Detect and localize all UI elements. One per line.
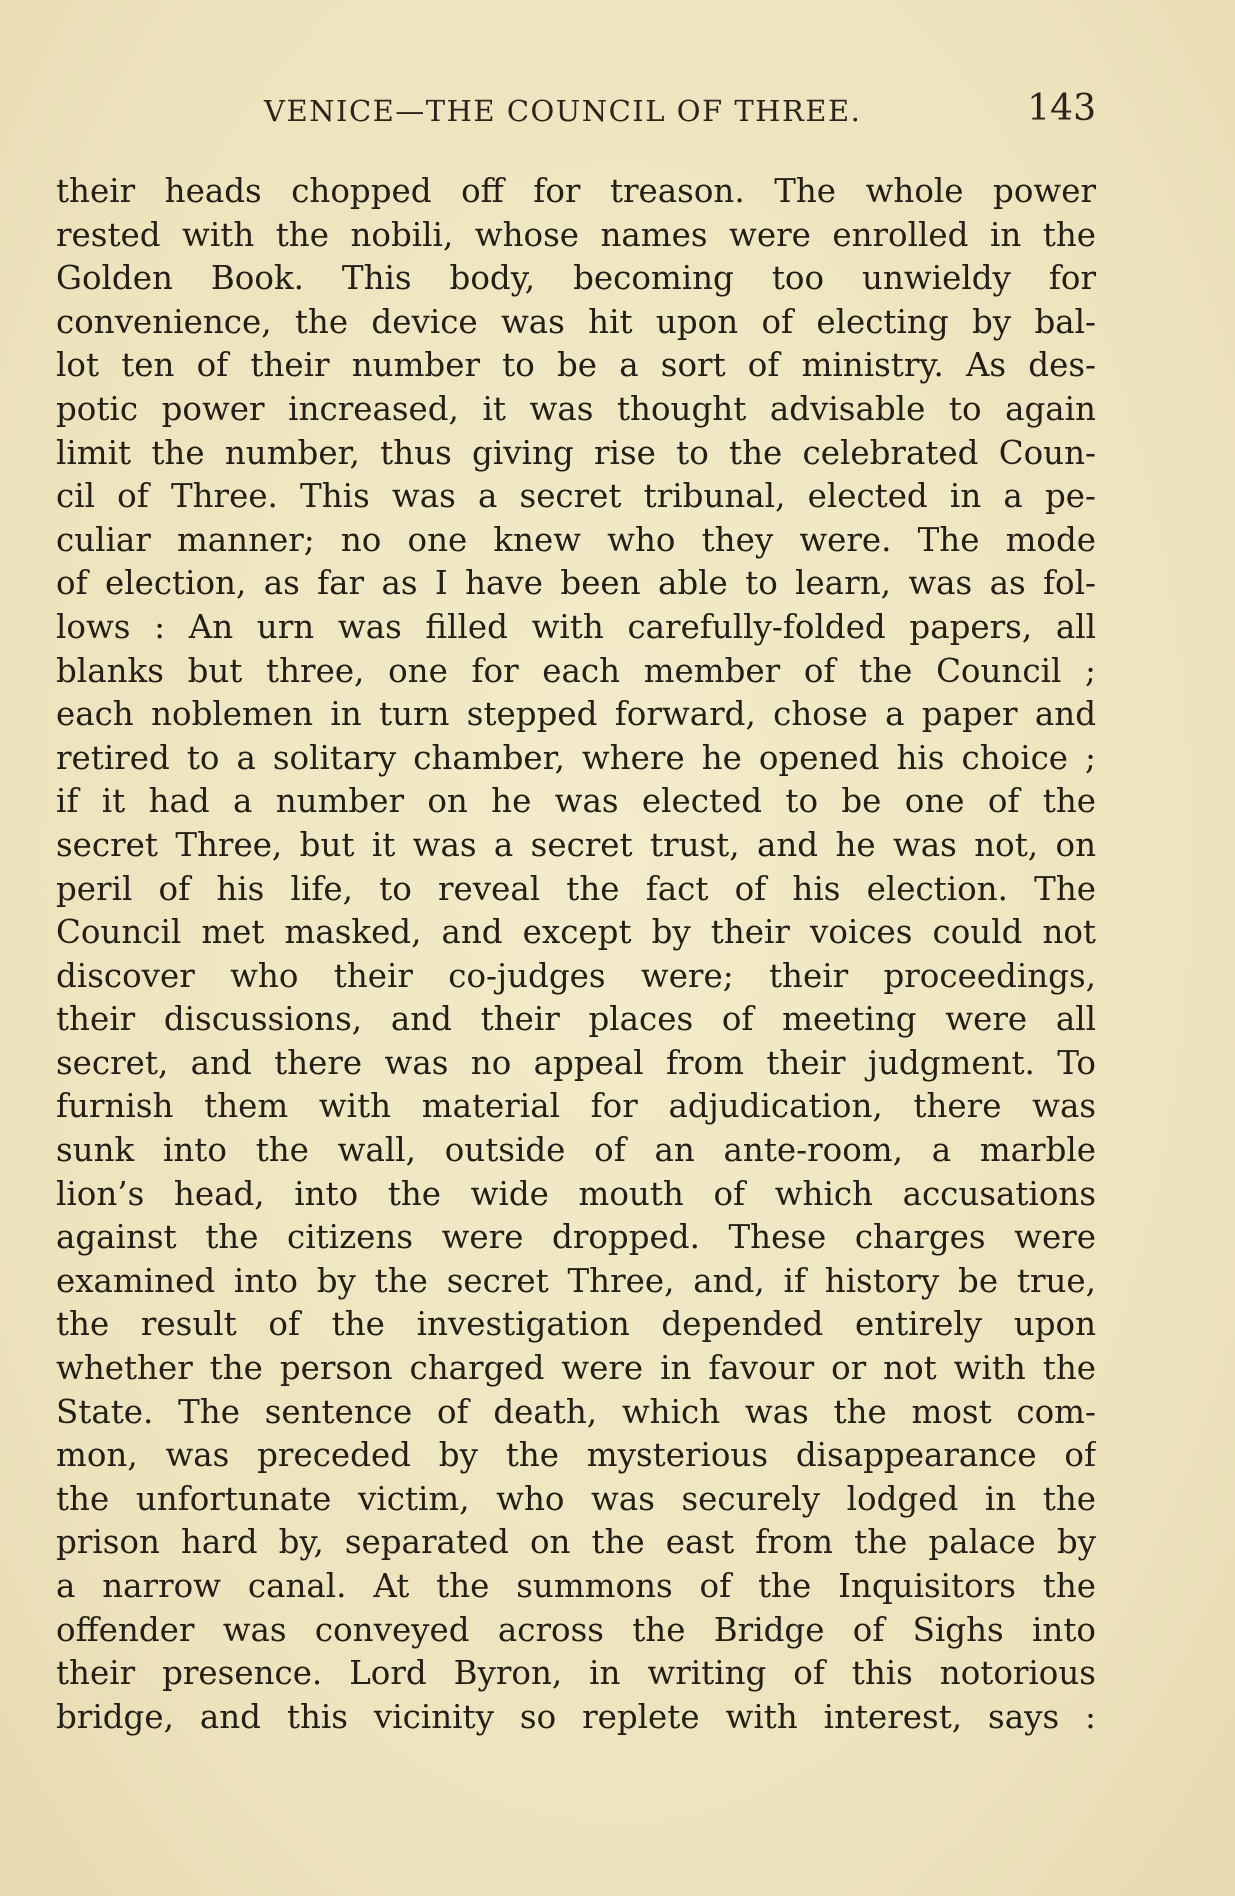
text-line: mon, was preceded by the mysterious disappearance of [56,1436,1096,1475]
text-line: lot ten of their number to be a sort of ministry. As des- [56,346,1096,385]
text-line: sunk into the wall, outside of an ante-room, a marble [56,1131,1096,1170]
text-line: their presence. Lord Byron, in writing of this notorious [56,1654,1096,1693]
text-line: each noblemen in turn stepped forward, chose a paper and [56,695,1096,734]
text-line: retired to a solitary chamber, where he opened his choice ; [56,738,1096,777]
text-line: limit the number, thus giving rise to the celebrated Coun- [56,433,1096,472]
text-line: their heads chopped off for treason. The whole power [56,172,1096,210]
text-line: secret, and there was no appeal from their judgment. To [56,1043,1096,1082]
text-line: the unfortunate victim, who was securely lodged in the [56,1479,1096,1518]
text-line: discover who their co-judges were; their proceedings, [56,956,1096,995]
running-header [56,86,1096,136]
text-line: the result of the investigation depended entirely upon [56,1305,1096,1344]
text-line: peril of his life, to reveal the fact of his election. The [56,869,1096,908]
text-line: secret Three, but it was a secret trust, and he was not, on [56,825,1096,864]
text-line: against the citizens were dropped. These charges were [56,1218,1096,1257]
text-line: examined into by the secret Three, and, if history be true, [56,1261,1096,1300]
text-line: offender was conveyed across the Bridge of Sighs into [56,1610,1096,1649]
text-line: potic power increased, it was thought advisable to again [56,389,1096,428]
body-text [56,170,1096,1739]
text-line: convenience, the device was hit upon of electing by bal- [56,302,1096,341]
text-line: rested with the nobili, whose names were enrolled in the [56,215,1096,254]
text-line: lion’s head, into the wide mouth of which accusations [56,1174,1096,1213]
text-line: cil of Three. This was a secret tribunal, elected in a pe- [56,477,1096,516]
text-line: bridge, and this vicinity so replete with interest, says : [56,1697,1096,1736]
page-number: 143 [1027,88,1096,129]
text-line: lows : An urn was filled with carefully-folded papers, all [56,607,1096,646]
text-line: whether the person charged were in favour or not with the [56,1349,1096,1388]
text-line: furnish them with material for adjudication, there was [56,1087,1096,1126]
text-line: if it had a number on he was elected to be one of the [56,782,1096,821]
text-line: of election, as far as I have been able to learn, was as fol- [56,564,1096,603]
text-line: State. The sentence of death, which was the most com- [56,1392,1096,1431]
text-line: Golden Book. This body, becoming too unwieldy for [56,259,1096,298]
running-title: VENICE—THE COUNCIL OF THREE. [264,94,862,128]
text-line: prison hard by, separated on the east from the palace by [56,1523,1096,1562]
text-line: blanks but three, one for each member of the Council ; [56,651,1096,690]
text-line: their discussions, and their places of meeting were all [56,1000,1096,1039]
text-line: Council met masked, and except by their voices could not [56,913,1096,952]
text-line: culiar manner; no one knew who they were. The mode [56,520,1096,559]
text-line: a narrow canal. At the summons of the Inquisitors the [56,1567,1096,1605]
